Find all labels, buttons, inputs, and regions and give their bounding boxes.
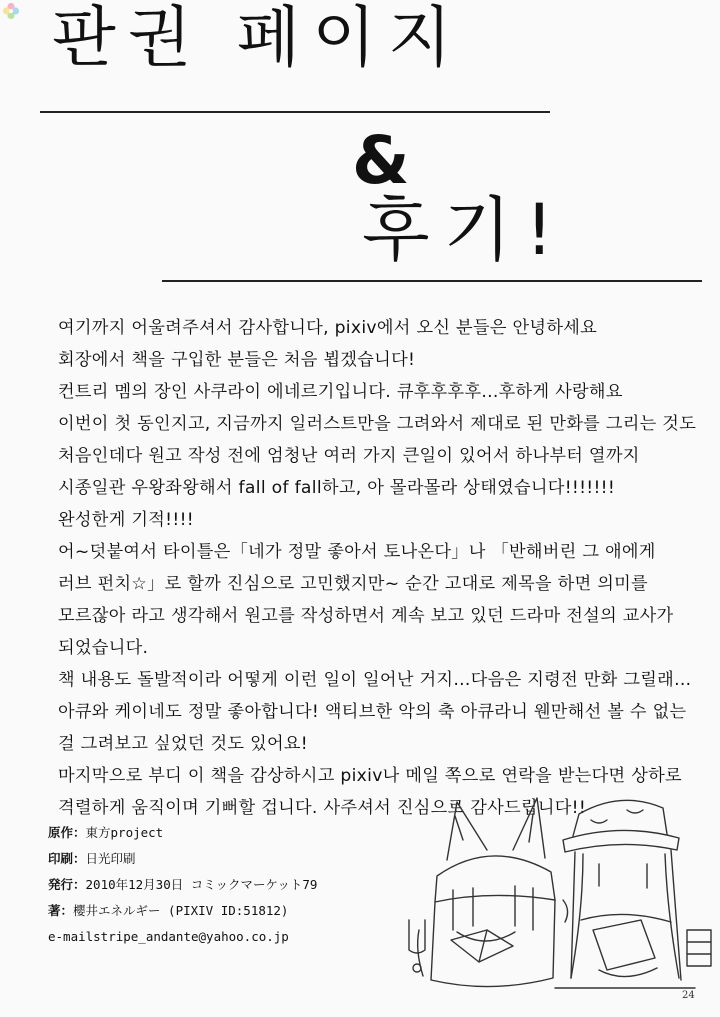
afterword-line: 처음인데다 원고 작성 전에 엄청난 여러 가지 큰일이 있어서 하나부터 열까지	[58, 446, 640, 466]
afterword-line: 책 내용도 돌발적이라 어떻게 이런 일이 일어난 거지…다음은 지령전 만화 그릴래…	[58, 670, 692, 690]
chibi-characters-illustration	[395, 780, 715, 1005]
afterword-line: 되었습니다.	[58, 638, 149, 658]
afterword-line: 컨트리 멤의 장인 사쿠라이 에네르기입니다. 큐후후후후...후하게 사랑해요	[58, 382, 623, 402]
title-ampersand: &	[352, 122, 410, 199]
afterword-line: 걸 그려보고 싶었던 것도 있어요!	[58, 734, 308, 754]
credit-issue	[48, 872, 317, 898]
credit-label: 著：	[48, 903, 74, 918]
credit-printer	[48, 846, 317, 872]
credit-original	[48, 820, 317, 846]
afterword-line: 회장에서 책을 구입한 분들은 처음 뵙겠습니다!	[58, 350, 416, 370]
page-title-colophon: 판권 페이지	[52, 0, 464, 76]
credit-value: 東方project	[85, 825, 164, 840]
afterword-line: 아큐와 케이네도 정말 좋아합니다! 액티브한 악의 축 아큐라니 웬만해선 볼 수 없는	[58, 702, 687, 722]
afterword-line: 어~덧붙여서 타이틀은「네가 정말 좋아서 토나온다」나 「반해버린 그 애에게	[58, 542, 656, 562]
credit-label: 原作：	[48, 825, 86, 840]
page-number: 24	[682, 990, 695, 1001]
afterword-line: 이번이 첫 동인지고, 지금까지 일러스트만을 그려와서 제대로 된 만화를 그리는 것도	[58, 414, 697, 434]
afterword-line: 여기까지 어울려주셔서 감사합니다, pixiv에서 오신 분들은 안녕하세요	[58, 318, 598, 338]
afterword-line: 시종일관 우왕좌왕해서 fall of fall하고, 아 몰라몰라 상태였습니다!!!!!!!	[58, 478, 616, 498]
credit-email: e-mailstripe_andante@yahoo.co.jp	[48, 929, 289, 944]
afterword-line: 마지막으로 부디 이 책을 감상하시고 pixiv나 메일 쪽으로 연락을 받는다면 상하로	[58, 766, 682, 786]
title-underline-top	[40, 111, 550, 113]
afterword-line: 완성한게 기적!!!!	[58, 510, 194, 530]
credit-label: 印刷：	[48, 851, 86, 866]
credit-label: 発行：	[48, 877, 86, 892]
credit-value: 2010年12月30日 コミックマーケット79	[85, 877, 318, 892]
credit-author	[48, 898, 317, 924]
afterword-text	[58, 312, 708, 824]
afterword-line: 모르잖아 라고 생각해서 원고를 작성하면서 계속 보고 있던 드라마 전설의 교사가	[58, 606, 674, 626]
title-underline-bottom	[162, 280, 702, 282]
afterword-line: 격렬하게 움직이며 기뻐할 겁니다. 사주셔서 진심으로 감사드립니다!!	[58, 798, 587, 818]
fox-ear-character-sketch	[409, 798, 568, 987]
afterword-line: 러브 펀치☆」로 할까 진심으로 고민했지만~ 순간 고대로 제목을 하면 의미를	[58, 574, 648, 594]
credit-value: 櫻井エネルギー (PIXIV ID:51812)	[73, 903, 289, 918]
page-title-afterword: 후기!	[362, 189, 568, 271]
hat-character-sketch	[555, 800, 711, 988]
flower-logo-icon	[2, 2, 20, 20]
credit-value: 日光印刷	[85, 851, 136, 866]
colophon-credits	[48, 820, 317, 950]
